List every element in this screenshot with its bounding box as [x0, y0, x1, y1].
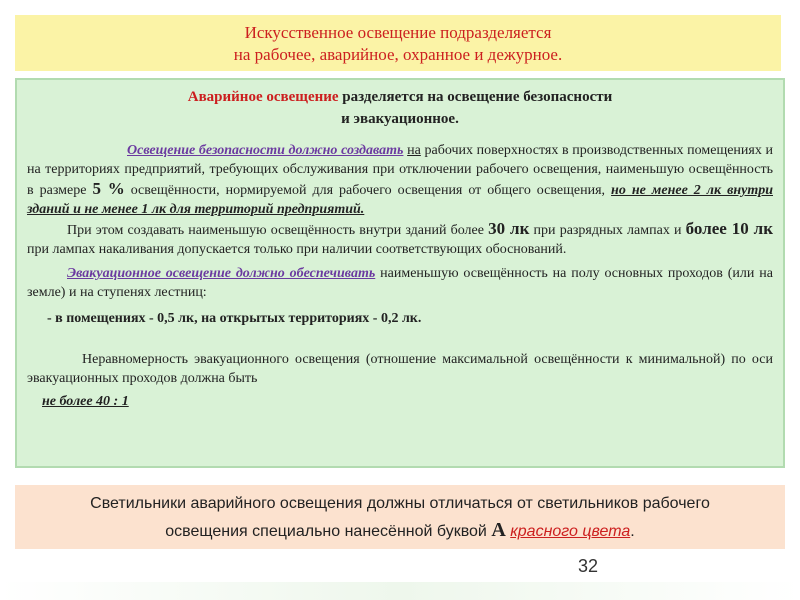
page-number: 32: [578, 556, 599, 576]
lamps-paragraph: [27, 219, 773, 259]
lamps-text-2: при разрядных лампах и: [529, 223, 686, 238]
safety-na: на: [407, 143, 421, 158]
header-rest: разделяется на освещение безопасности: [338, 89, 613, 105]
values-line: - в помещениях - 0,5 лк, на открытых территориях - 0,2 лк.: [47, 311, 422, 326]
red-color-text: красного цвета: [510, 523, 631, 540]
bottom-line-2-text: освещения специально нанесённой буквой: [165, 523, 492, 540]
bottom-line-2: [15, 517, 785, 545]
safety-paragraph: [27, 141, 773, 219]
safety-text-3: освещённости, нормируемой для рабочего освещения от общего освещения,: [124, 183, 606, 198]
lamps-text-3: при лампах накаливания допускается только при наличии соответствующих обоснований.: [27, 242, 567, 257]
footer-strip: [0, 582, 800, 600]
title-line-1: Искусственное освещение подразделяется: [244, 23, 552, 42]
lamps-10: более 10 лк: [685, 219, 773, 238]
title-box: [15, 15, 781, 71]
main-content-box: [15, 78, 785, 468]
lamps-text-1: При этом создавать наименьшую освещённость внутри зданий более: [67, 223, 489, 238]
evac-lead: Эвакуационное освещение должно обеспечивать: [67, 266, 376, 281]
safety-text-2: требующих обслуживания при отключении рабочего освещения, наименьшую освещённость в размере: [27, 162, 773, 198]
lamps-30: 30 лк: [488, 219, 530, 238]
unevenness-limit: не более 40 : 1: [42, 394, 129, 409]
letter-a: А: [491, 519, 506, 541]
safety-percent: 5 %: [92, 179, 125, 198]
safety-lead: Освещение безопасности должно создавать: [127, 143, 404, 158]
unevenness-paragraph: Неравномерность эвакуационного освещения (отношение максимальной освещённости к минимальной) по оси эвакуационных проходов должна быть: [27, 352, 773, 386]
title-line-2: на рабочее, аварийное, охранное и дежурное.: [233, 45, 563, 64]
bottom-line-1: Светильники аварийного освещения должны отличаться от светильников рабочего: [90, 495, 710, 512]
evac-text: наименьшую освещённость на полу основных проходов (или на земле) и на ступенях лестниц:: [27, 266, 773, 300]
bottom-period: .: [630, 523, 635, 540]
section-header-line-2: и эвакуационное.: [341, 111, 459, 127]
bottom-note-box: [15, 485, 785, 549]
safety-emphasis: но не менее 2 лк внутри зданий и не менее 1 лк для территорий предприятий.: [27, 183, 773, 217]
unevenness-limit-line: [27, 392, 773, 411]
header-red-term: Аварийное освещение: [187, 89, 339, 105]
section-header: [27, 86, 773, 108]
safety-text-1: рабочих поверхностях в производственных помещениях и на территориях предприятий,: [27, 143, 774, 177]
evac-paragraph: [27, 264, 773, 302]
